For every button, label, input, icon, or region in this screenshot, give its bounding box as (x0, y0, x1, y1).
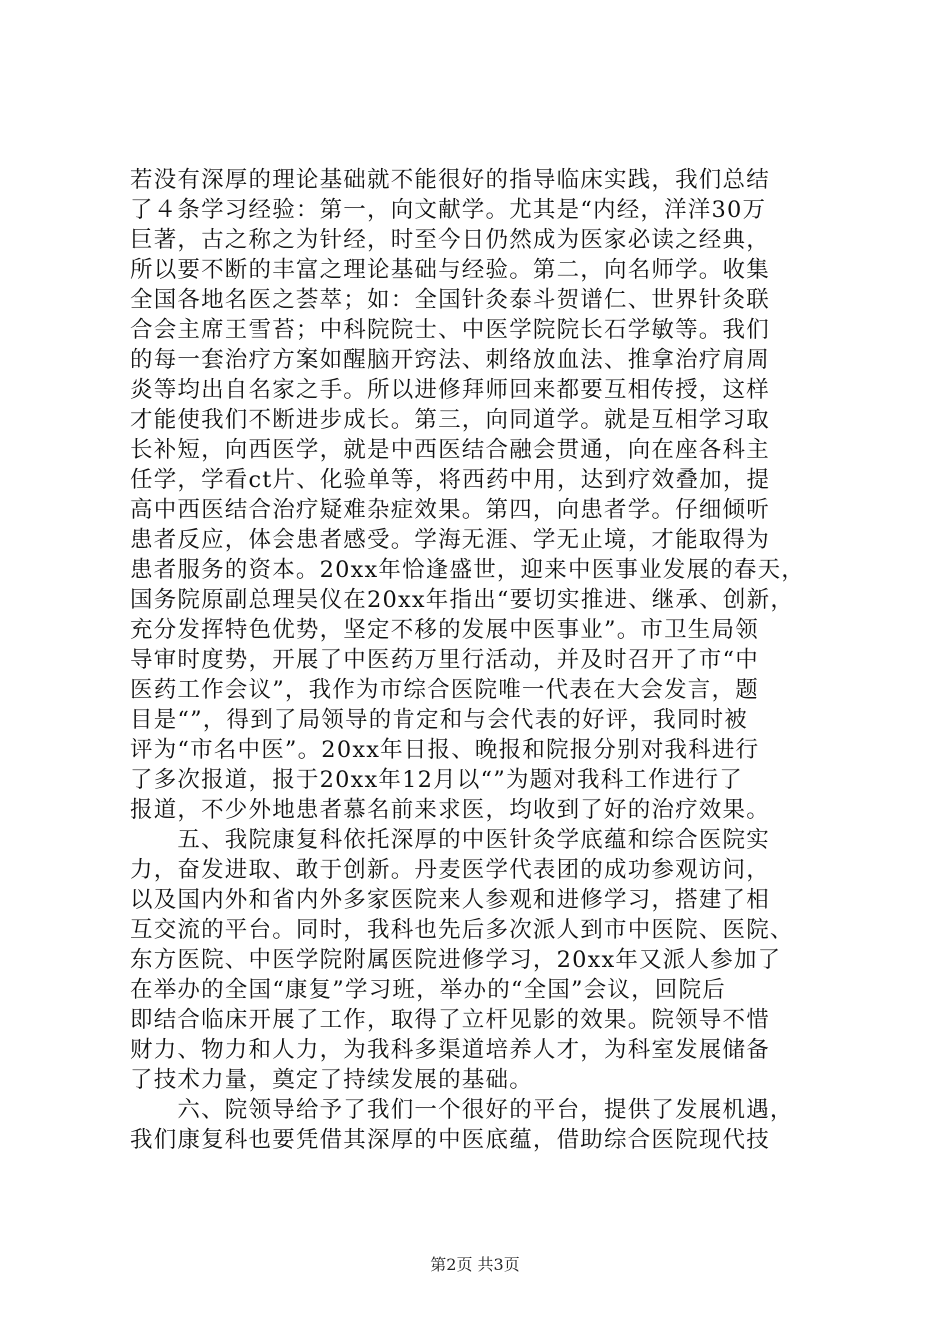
text-line: 巨著，古之称之为针经，时至今日仍然成为医家必读之经典， (130, 227, 770, 253)
text-line: 患者服务的资本。20xx年恰逢盛世，迎来中医事业发展的春天， (130, 557, 806, 583)
text-line: 医药工作会议”，我作为市综合医院唯一代表在大会发言，题 (130, 677, 759, 703)
text-line: 报道，不少外地患者慕名前来求医，均收到了好的治疗效果。 (130, 797, 770, 823)
text-line: 全国各地名医之荟萃；如：全国针灸泰斗贺谱仁、世界针灸联 (130, 287, 770, 313)
text-line: 东方医院、中医学院附属医院进修学习，20xx年又派人参加了 (130, 947, 782, 973)
text-line: 互交流的平台。同时，我科也先后多次派人到市中医院、医院、 (130, 917, 794, 943)
text-line: 患者反应，体会患者感受。学海无涯、学无止境，才能取得为 (130, 527, 770, 553)
text-line: 我们康复科也要凭借其深厚的中医底蕴，借助综合医院现代技 (130, 1127, 770, 1153)
text-line: 以及国内外和省内外多家医院来人参观和进修学习，搭建了相 (130, 887, 770, 913)
text-line: 导审时度势，开展了中医药万里行活动，并及时召开了市“中 (130, 647, 759, 673)
text-line: 目是“”，得到了局领导的肯定和与会代表的好评，我同时被 (130, 707, 748, 733)
body-text (130, 165, 830, 1155)
text-line: 即结合临床开展了工作，取得了立杆见影的效果。院领导不惜 (130, 1007, 770, 1033)
text-line: 才能使我们不断进步成长。第三，向同道学。就是互相学习取 (130, 407, 770, 433)
page-footer: 第2页 共3页 (430, 1255, 520, 1274)
text-line: 在举办的全国“康复”学习班，举办的“全国”会议，回院后 (130, 977, 726, 1003)
text-line: 了多次报道，报于20xx年12月以“”为题对我科工作进行了 (130, 767, 743, 793)
text-line: 力，奋发进取、敢于创新。丹麦医学代表团的成功参观访问， (130, 857, 770, 883)
text-line: 了技术力量，奠定了持续发展的基础。 (130, 1067, 533, 1093)
text-line: 充分发挥特色优势，坚定不移的发展中医事业”。市卫生局领 (130, 617, 759, 643)
text-line: 炎等均出自名家之手。所以进修拜师回来都要互相传授，这样 (130, 377, 770, 403)
text-line: 高中西医结合治疗疑难杂症效果。第四，向患者学。仔细倾听 (130, 497, 770, 523)
text-line: 所以要不断的丰富之理论基础与经验。第二，向名师学。收集 (130, 257, 770, 283)
text-line: 五、我院康复科依托深厚的中医针灸学底蕴和综合医院实 (130, 827, 770, 853)
text-line: 的每一套治疗方案如醒脑开窍法、刺络放血法、推拿治疗肩周 (130, 347, 770, 373)
text-line: 了４条学习经验：第一，向文献学。尤其是“内经，洋洋30万 (130, 197, 767, 223)
text-line: 若没有深厚的理论基础就不能很好的指导临床实践，我们总结 (130, 167, 770, 193)
text-line: 评为“市名中医”。20xx年日报、晚报和院报分别对我科进行 (130, 737, 760, 763)
text-line: 任学，学看ct片、化验单等，将西药中用，达到疗效叠加，提 (130, 467, 771, 493)
text-line: 财力、物力和人力，为我科多渠道培养人才，为科室发展储备 (130, 1037, 770, 1063)
text-line: 合会主席王雪苔；中科院院士、中医学院院长石学敏等。我们 (130, 317, 770, 343)
text-line: 六、院领导给予了我们一个很好的平台，提供了发展机遇， (130, 1097, 794, 1123)
text-line: 长补短，向西医学，就是中西医结合融会贯通，向在座各科主 (130, 437, 770, 463)
text-line: 国务院原副总理吴仪在20xx年指出“要切实推进、继承、创新， (130, 587, 795, 613)
